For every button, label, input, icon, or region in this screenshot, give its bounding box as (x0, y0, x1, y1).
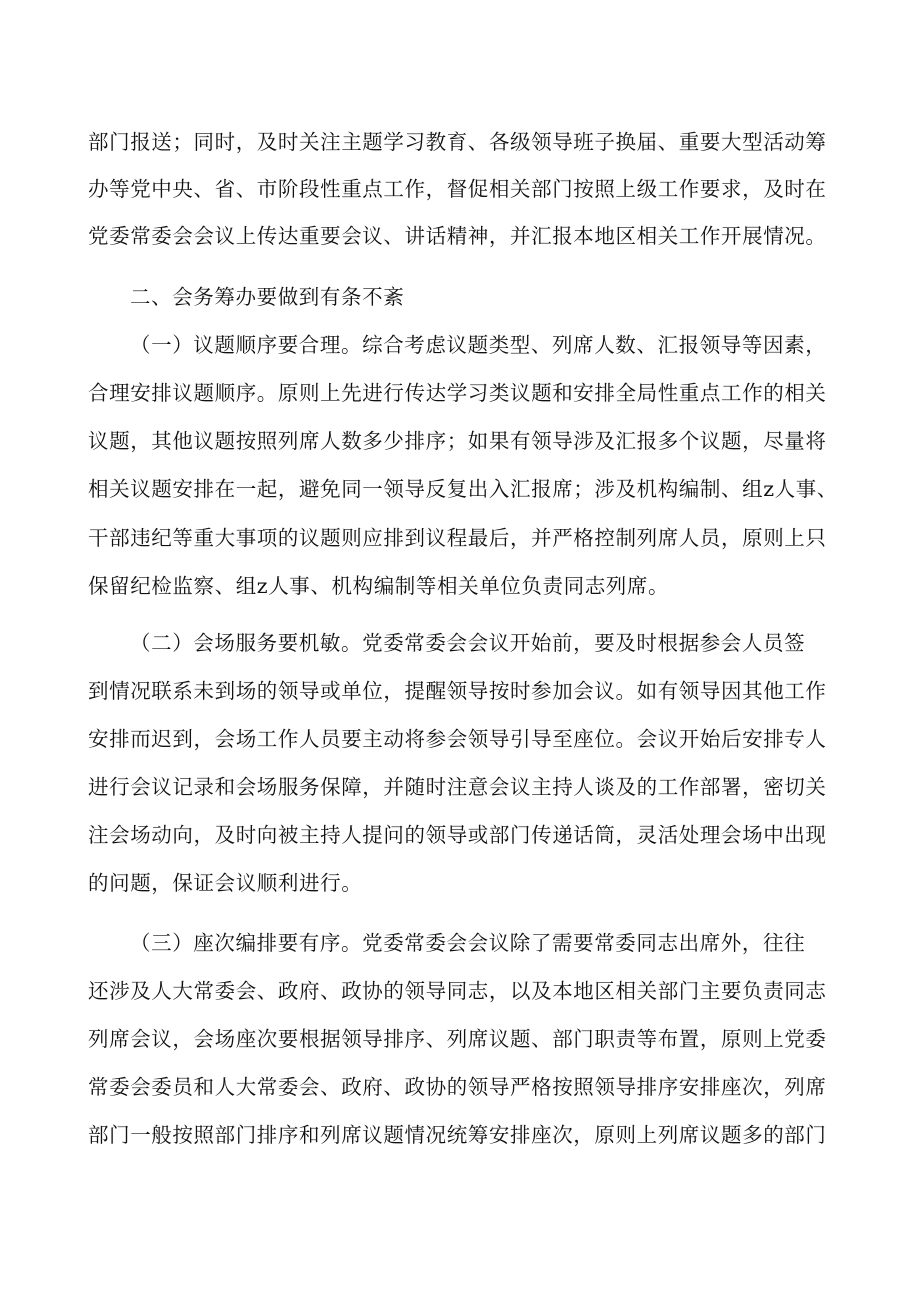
paragraph-line: 办等党中央、省、市阶段性重点工作，督促相关部门按照上级工作要求，及时在 (88, 177, 827, 201)
paragraph-line: 合理安排议题顺序。原则上先进行传达学习类议题和安排全局性重点工作的相关 (88, 381, 827, 405)
paragraph-line: 党委常委会会议上传达重要会议、讲话精神，并汇报本地区相关工作开展情况。 (88, 224, 827, 248)
paragraph-line: 注会场动向，及时向被主持人提问的领导或部门传递话筒，灵活处理会场中出现 (88, 823, 827, 847)
paragraph-line: 干部违纪等重大事项的议题则应排到议程最后，并严格控制列席人员，原则上只 (88, 526, 827, 550)
paragraph-line: 还涉及人大常委会、政府、政协的领导同志，以及本地区相关部门主要负责同志 (88, 979, 827, 1003)
paragraph-line: 部门一般按照部门排序和列席议题情况统筹安排座次，原则上列席议题多的部门 (88, 1123, 827, 1147)
paragraph-line: 保留纪检监察、组z人事、机构编制等相关单位负责同志列席。 (88, 574, 670, 598)
paragraph-line: 列席会议，会场座次要根据领导排序、列席议题、部门职责等布置，原则上党委 (88, 1027, 827, 1051)
paragraph-line: 常委会委员和人大常委会、政府、政协的领导严格按照领导排序安排座次，列席 (88, 1075, 827, 1099)
paragraph-line: 进行会议记录和会场服务保障，并随时注意会议主持人谈及的工作部署，密切关 (88, 775, 827, 799)
paragraph-line: 安排而迟到，会场工作人员要主动将参会领导引导至座位。会议开始后安排专人 (88, 727, 827, 751)
paragraph-line: 的问题，保证会议顺利进行。 (88, 871, 363, 895)
paragraph-line: 相关议题安排在一起，避免同一领导反复出入汇报席；涉及机构编制、组z人事、 (88, 477, 838, 501)
paragraph-line: （三）座次编排要有序。党委常委会会议除了需要常委同志出席外，往往 (130, 931, 806, 955)
paragraph-line: （二）会场服务要机敏。党委常委会会议开始前，要及时根据参会人员签 (130, 631, 806, 655)
paragraph-line: （一）议题顺序要合理。综合考虑议题类型、列席人数、汇报领导等因素， (130, 333, 827, 357)
section-heading: 二、会务筹办要做到有条不紊 (130, 285, 405, 309)
paragraph-line: 议题，其他议题按照列席人数多少排序；如果有领导涉及汇报多个议题，尽量将 (88, 429, 827, 453)
paragraph-line: 到情况联系未到场的领导或单位，提醒领导按时参加会议。如有领导因其他工作 (88, 679, 827, 703)
paragraph-line: 部门报送；同时，及时关注主题学习教育、各级领导班子换届、重要大型活动筹 (88, 130, 827, 154)
